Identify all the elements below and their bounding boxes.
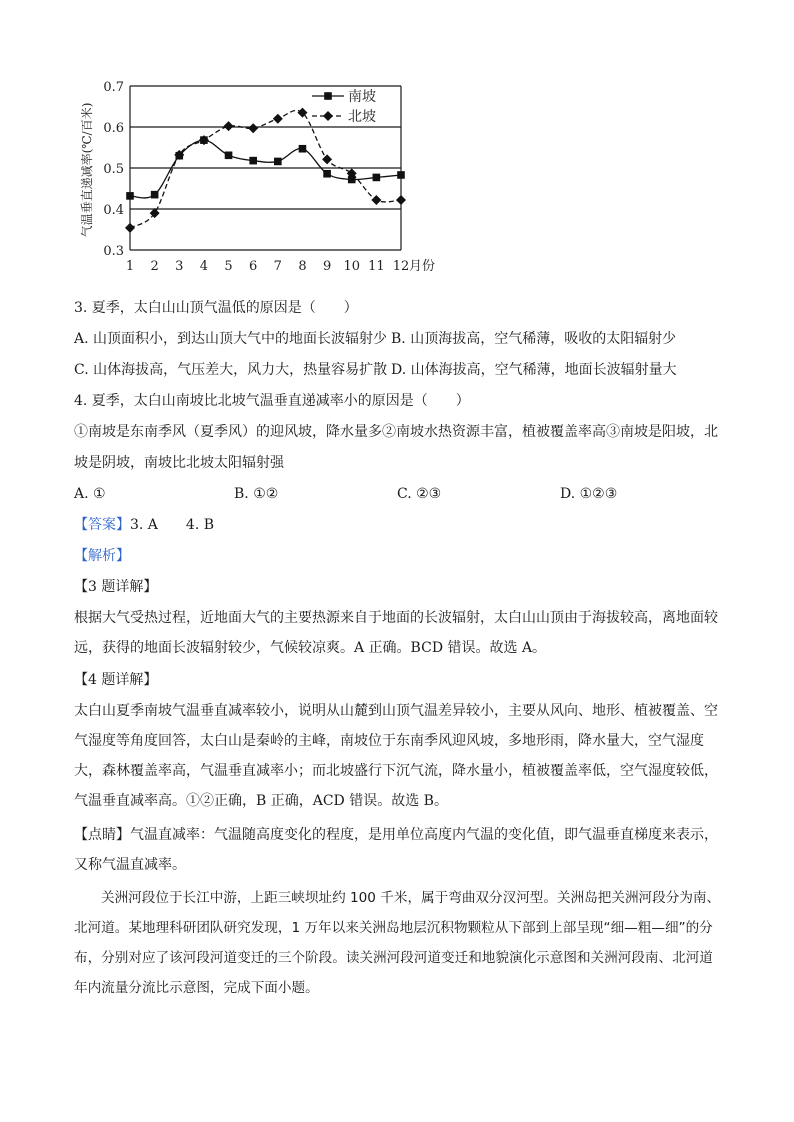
series-1-point — [397, 171, 405, 179]
q4-stem: 4. 夏季，太白山南坡比北坡气温垂直递减率小的原因是（ ） — [74, 393, 470, 409]
answer-line — [74, 515, 214, 535]
answer-label: 【答案】 — [74, 517, 130, 533]
q4-detail-body: 太白山夏季南坡气温垂直减率较小，说明从山麓到山顶气温差异较小，主要从风向、地形、植被覆盖、空气湿度等角度回答，太白山是秦岭的主峰，南坡位于东南季风迎风坡，多地形雨，降水量大，空气湿度大，森林覆盖率高，气温垂直减率小；而北坡盛行下沉气流，降水量小，植被覆盖率低，空气湿度较低，气温垂直减率高。①②正确，B 正确，ACD 错误。故选 B。 — [74, 703, 718, 809]
x-tick-label: 1 — [125, 259, 135, 274]
series-line-1 — [130, 140, 401, 198]
series-2-point — [371, 195, 381, 205]
x-tick-label: 2 — [150, 259, 159, 274]
x-tick-label: 4 — [199, 259, 209, 274]
series-2-point — [273, 114, 283, 124]
q3-option-d: D. 山体海拔高，空气稀薄，地面长波辐射量大 — [391, 362, 677, 378]
q3-option-b: B. 山顶海拔高，空气稀薄，吸收的太阳辐射少 — [391, 331, 677, 347]
q4-option-b: B. ①② — [234, 486, 279, 502]
y-tick-label: 0.6 — [103, 121, 124, 136]
series-2-point — [322, 154, 332, 164]
y-tick-label: 0.4 — [103, 203, 124, 218]
legend-label: 南坡 — [348, 89, 376, 105]
q3-option-c: C. 山体海拔高，气压差大，风力大，热量容易扩散 — [74, 362, 388, 378]
x-tick-label: 10 — [343, 259, 361, 274]
answer-text: 3. A 4. B — [130, 517, 215, 533]
x-unit-label: 月份 — [409, 259, 436, 274]
q3-option-a: A. 山顶面积小，到达山顶大气中的地面长波辐射少 — [74, 331, 388, 347]
q4-statement-line1: ①南坡是东南季风（夏季风）的迎风坡，降水量多②南坡水热资源丰富，植被覆盖率高③南坡是阳坡，北 — [74, 424, 718, 440]
series-1-point — [126, 192, 134, 200]
x-tick-labels — [126, 259, 435, 274]
lapse-rate-chart — [74, 74, 444, 279]
x-tick-label: 7 — [273, 259, 282, 274]
series-2-point — [248, 123, 258, 133]
x-tick-label: 6 — [249, 259, 258, 274]
analysis-label: 【解析】 — [74, 548, 130, 564]
x-tick-label: 9 — [322, 259, 332, 274]
y-tick-label: 0.7 — [103, 80, 124, 95]
q4-option-a: A. ① — [74, 486, 106, 502]
q4-statement-line2: 坡是阴坡，南坡比北坡太阳辐射强 — [74, 455, 284, 471]
x-tick-label: 12 — [392, 259, 410, 274]
q4-option-c: C. ②③ — [397, 486, 442, 502]
q3-detail-body: 根据大气受热过程，近地面大气的主要热源来自于地面的长波辐射，太白山山顶由于海拔较高，离地面较远，获得的地面长波辐射较少，气候较凉爽。A 正确。BCD 错误。故选 A。 — [74, 610, 718, 656]
legend — [312, 88, 376, 125]
series-1-point — [373, 174, 381, 182]
legend-label: 北坡 — [348, 109, 376, 125]
y-axis-title: 气温垂直递减率(℃/百米) — [80, 102, 94, 238]
q3-detail-heading: 【3 题详解】 — [74, 579, 158, 595]
q4-detail-heading: 【4 题详解】 — [74, 672, 158, 688]
q3-stem: 3. 夏季，太白山山顶气温低的原因是（ ） — [74, 300, 358, 316]
x-tick-label: 8 — [298, 259, 307, 274]
legend-marker-1 — [324, 92, 332, 100]
y-tick-labels — [103, 80, 124, 259]
series-2-point — [224, 121, 234, 131]
series-2-point — [125, 223, 135, 233]
series-1-point — [299, 145, 307, 153]
y-tick-label: 0.3 — [103, 244, 124, 259]
y-tick-label: 0.5 — [103, 162, 124, 177]
series-1-point — [249, 157, 257, 165]
x-tick-label: 11 — [368, 259, 385, 274]
q4-option-d: D. ①②③ — [560, 486, 618, 502]
series-1-point — [274, 158, 282, 166]
series-1-point — [225, 151, 233, 159]
reading-passage: 关洲河段位于长江中游，上距三峡坝址约 100 千米，属于弯曲双分汊河型。关洲岛把关洲河段分为南、北河道。某地理科研团队研究发现，1 万年以来关洲岛地层沉积物颗粒从下部到上部呈现“细—粗—细”的分布，分别对应了该河段河道变迁的三个阶段。读关洲河段河道变迁和地貌演化示意图和关洲河段南、北河道年内流量分流比示意图，完成下面小题。 — [74, 890, 721, 996]
series-2-point — [396, 195, 406, 205]
x-tick-label: 3 — [175, 259, 184, 274]
series-1-point — [151, 191, 159, 199]
x-tick-label: 5 — [224, 259, 233, 274]
series-1-point — [323, 170, 331, 178]
tip-note: 【点睛】气温直减率：气温随高度变化的程度，是用单位高度内气温的变化值，即气温垂直梯度来表示，又称气温直减率。 — [74, 827, 718, 873]
legend-marker-2 — [323, 111, 333, 121]
